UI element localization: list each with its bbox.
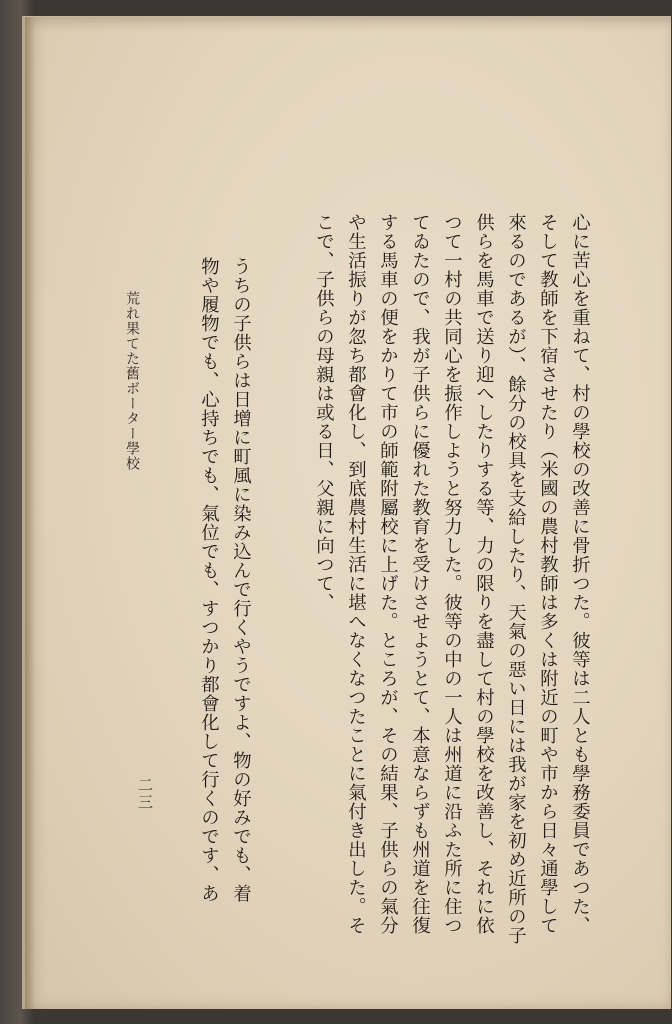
quote-text-column: うちの子供らは日增に町風に染み込んで行くやうですよ、物の好みでも、着 [230, 257, 252, 903]
page-number: 二三 [136, 777, 154, 811]
body-text-column: 供らを馬車で送り迎へしたりする等、力の限りを盡して村の學校を改善し、それに依 [473, 213, 495, 935]
quote-text-column: 物や履物でも、心持ちでも、氣位でも、すつかり都會化して行くのです、あ [198, 257, 220, 903]
running-caption: 荒れ果てた舊ボーター學校 [124, 291, 140, 471]
body-text-column: つて一村の共同心を振作しようと努力した。彼等の中の一人は州道に沿ふた所に住つ [441, 213, 463, 935]
body-text-column: そして教師を下宿させたり（米國の農村教師は多くは附近の町や市から日々通學して [537, 213, 559, 935]
body-text-column: する馬車の便をかりて市の師範附屬校に上げた。ところが、その結果、子供らの氣分 [377, 213, 399, 935]
body-text-column: や生活振りが忽ち都會化し、到底農村生活に堪へなくなつたことに氣付き出した。そ [345, 213, 367, 935]
book-page [22, 16, 671, 1009]
body-text-column: てゐたので、我が子供らに優れた教育を受けさせようとて、本意ならずも州道を往復 [409, 213, 431, 935]
body-text-column: こで、子供らの母親は或る日、父親に向つて、 [313, 213, 335, 612]
body-text-column: 來るのであるが）、餘分の校具を支給したり、天氣の惡い日には我が家を初め近所の子 [505, 213, 527, 945]
body-text-column: 心に苦心を重ねて、村の學校の改善に骨折つた。彼等は二人とも學務委員であつた、 [569, 213, 591, 935]
